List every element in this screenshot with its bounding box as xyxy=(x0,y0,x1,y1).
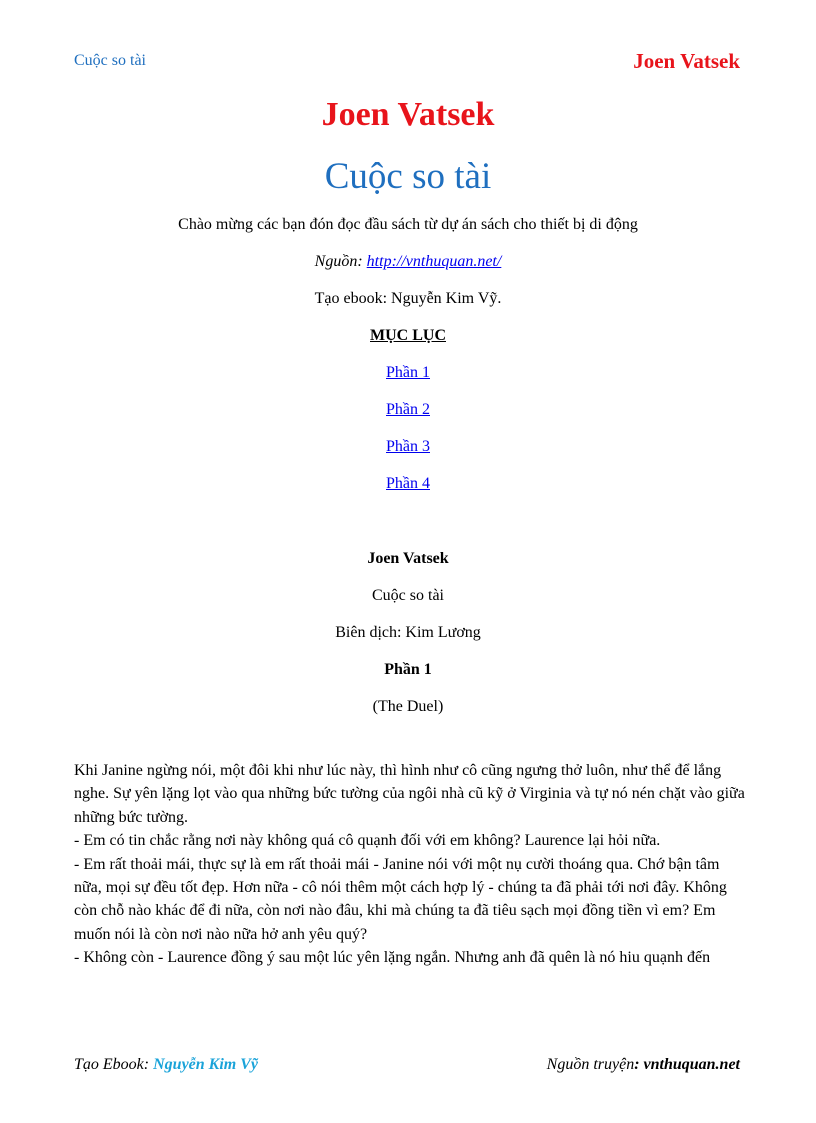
chapter-title: Cuộc so tài xyxy=(372,587,444,604)
footer-right-sep: : xyxy=(634,1056,644,1073)
toc-item-2[interactable]: Phần 2 xyxy=(386,401,430,418)
body-paragraph: - Em rất thoải mái, thực sự là em rất thoải mái - Janine nói với một nụ cười thoáng qua. Chớ bận tâm nữa, mọi sự đều tốt đẹp. Hơn nữa - cô nói thêm một cách hợp lý - chúng ta đã phải tới nơi đây. Không còn chỗ nào khác để đi nữa, còn nơi nào đâu, khi mà chúng ta đã tiêu sạch mọi đồng tiền vì em? Em muốn nói là còn nơi nào nữa hở anh yêu quý? xyxy=(74,855,727,943)
footer-source xyxy=(547,1056,740,1074)
footer-left-label: Tạo Ebook xyxy=(74,1056,144,1073)
toc-item-4-row xyxy=(0,475,816,493)
footer-right-label: Nguồn truyện xyxy=(546,1056,635,1073)
header-author: Joen Vatsek xyxy=(633,49,740,73)
source-label: Nguồn: xyxy=(314,253,367,270)
title-book: Cuộc so tài xyxy=(324,156,492,197)
body-paragraph: - Em có tin chắc rằng nơi này không quá cô quạnh đối với em không? Laurence lại hỏi nữa. xyxy=(74,832,661,850)
welcome-text: Chào mừng các bạn đón đọc đầu sách từ dự án sách cho thiết bị di động xyxy=(178,216,638,233)
toc-item-3-row xyxy=(0,438,816,456)
toc-item-4[interactable]: Phần 4 xyxy=(386,475,430,492)
footer-right-value: vnthuquan.net xyxy=(643,1056,740,1073)
toc-item-3[interactable]: Phần 3 xyxy=(386,438,430,455)
ebook-maker: Tạo ebook: Nguyễn Kim Vỹ. xyxy=(314,290,502,307)
body-paragraph: - Không còn - Laurence đồng ý sau một lúc yên lặng ngắn. Nhưng anh đã quên là nó hiu quạnh đến xyxy=(74,949,711,967)
chapter-part: Phần 1 xyxy=(384,661,432,678)
footer-ebook-maker xyxy=(74,1056,258,1074)
toc-item-2-row xyxy=(0,401,816,419)
chapter-translator: Biên dịch: Kim Lương xyxy=(335,624,481,641)
source-line xyxy=(0,253,816,271)
footer-left-value: Nguyễn Kim Vỹ xyxy=(153,1056,258,1073)
header-book-title: Cuộc so tài xyxy=(74,52,146,69)
source-link[interactable]: http://vnthuquan.net/ xyxy=(366,253,502,270)
toc-title: MỤC LỤC xyxy=(370,327,446,344)
footer-left-sep: : xyxy=(143,1056,154,1073)
title-author: Joen Vatsek xyxy=(321,96,495,133)
toc-item-1-row xyxy=(0,364,816,382)
body-text xyxy=(74,759,746,970)
body-paragraph: Khi Janine ngừng nói, một đôi khi như lúc này, thì hình như cô cũng ngưng thở luôn, như thể để lắng nghe. Sự yên lặng lọt vào qua những bức tường của ngôi nhà cũ kỹ ở Virginia và tự nó nén chặt vào giữa những bức tường. xyxy=(74,762,745,826)
chapter-original-title: (The Duel) xyxy=(372,698,444,715)
chapter-author: Joen Vatsek xyxy=(367,550,449,567)
toc-item-1[interactable]: Phần 1 xyxy=(386,364,430,381)
